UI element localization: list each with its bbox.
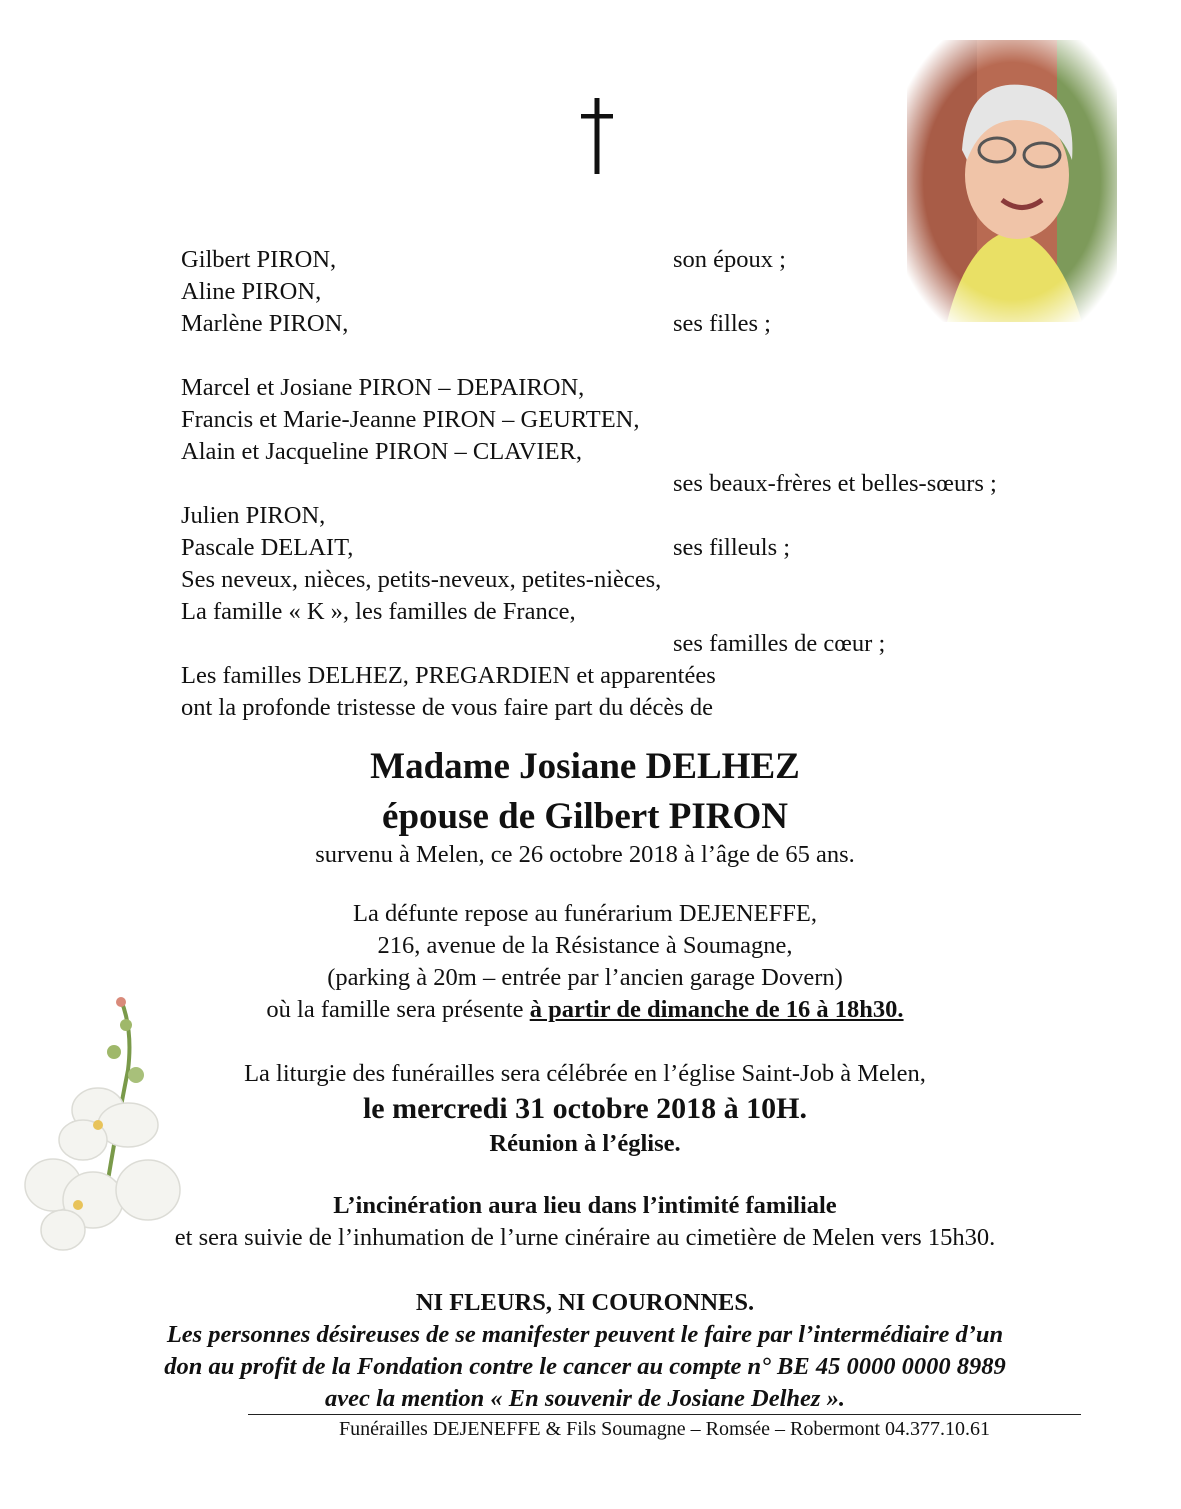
visitation-hours: à partir de dimanche de 16 à 18h30. [529, 996, 904, 1023]
cross-icon [577, 98, 617, 174]
family-relation: ses filles ; [673, 310, 771, 337]
family-row [181, 628, 1081, 660]
family-relation: ses familles de cœur ; [673, 630, 886, 657]
donation-heading: NI FLEURS, NI COURONNES. [415, 1289, 755, 1316]
family-name: Julien PIRON, [181, 502, 326, 529]
visitation-line2: 216, avenue de la Résistance à Soumagne, [377, 932, 793, 959]
family-row [181, 500, 1081, 532]
family-name: Gilbert PIRON, [181, 246, 337, 273]
family-row [181, 564, 1081, 596]
family-row [181, 596, 1081, 628]
family-name: Alain et Jacqueline PIRON – CLAVIER, [181, 438, 583, 465]
family-row [181, 340, 1081, 372]
deceased-name: Madame Josiane DELHEZ [370, 746, 800, 787]
funeral-meeting: Réunion à l’église. [489, 1130, 681, 1157]
deceased-spouse: épouse de Gilbert PIRON [382, 796, 788, 837]
visitation-line3: (parking à 20m – entrée par l’ancien garage Dovern) [327, 964, 843, 991]
family-row [181, 372, 1081, 404]
donation-line3: avec la mention « En souvenir de Josiane Delhez ». [325, 1385, 845, 1412]
visitation-line4 [80, 994, 1090, 1026]
family-list [181, 244, 1081, 724]
footer-text: Funérailles DEJENEFFE & Fils Soumagne – Romsée – Robermont 04.377.10.61 [338, 1418, 991, 1440]
family-row [181, 468, 1081, 500]
funeral-date: le mercredi 31 octobre 2018 à 10H. [362, 1092, 808, 1125]
family-row [181, 404, 1081, 436]
family-name: Les familles DELHEZ, PREGARDIEN et apparentées [181, 662, 716, 689]
family-name: Marlène PIRON, [181, 310, 349, 337]
family-row [181, 532, 1081, 564]
family-row [181, 276, 1081, 308]
donation-line1: Les personnes désireuses de se manifester peuvent le faire par l’intermédiaire d’un [166, 1321, 1004, 1348]
family-row [181, 436, 1081, 468]
family-name: La famille « K », les familles de France, [181, 598, 576, 625]
family-row [181, 244, 1081, 276]
footer-divider [248, 1414, 1081, 1415]
family-name: Ses neveux, nièces, petits-neveux, petites-nièces, [181, 566, 662, 593]
family-relation: ses filleuls ; [673, 534, 791, 561]
family-row [181, 308, 1081, 340]
cremation-line1: L’incinération aura lieu dans l’intimité familiale [333, 1192, 837, 1219]
family-row [181, 660, 1081, 692]
family-name: Marcel et Josiane PIRON – DEPAIRON, [181, 374, 585, 401]
family-relation: ses beaux-frères et belles-sœurs ; [673, 470, 997, 497]
cremation-line2: et sera suivie de l’inhumation de l’urne cinéraire au cimetière de Melen vers 15h30. [174, 1224, 996, 1251]
family-row [181, 692, 1081, 724]
visitation-line1: La défunte repose au funérarium DEJENEFFE, [353, 900, 817, 927]
funeral-line1: La liturgie des funérailles sera célébrée en l’église Saint-Job à Melen, [244, 1060, 926, 1087]
visitation-prefix: où la famille sera présente [266, 996, 530, 1023]
family-relation: son époux ; [673, 246, 786, 273]
family-name: ont la profonde tristesse de vous faire part du décès de [181, 694, 714, 721]
donation-line2: don au profit de la Fondation contre le cancer au compte n° BE 45 0000 0000 8989 [164, 1353, 1006, 1380]
family-name: Aline PIRON, [181, 278, 322, 305]
family-name: Francis et Marie-Jeanne PIRON – GEURTEN, [181, 406, 640, 433]
death-info: survenu à Melen, ce 26 octobre 2018 à l’âge de 65 ans. [315, 841, 855, 868]
family-name: Pascale DELAIT, [181, 534, 354, 561]
